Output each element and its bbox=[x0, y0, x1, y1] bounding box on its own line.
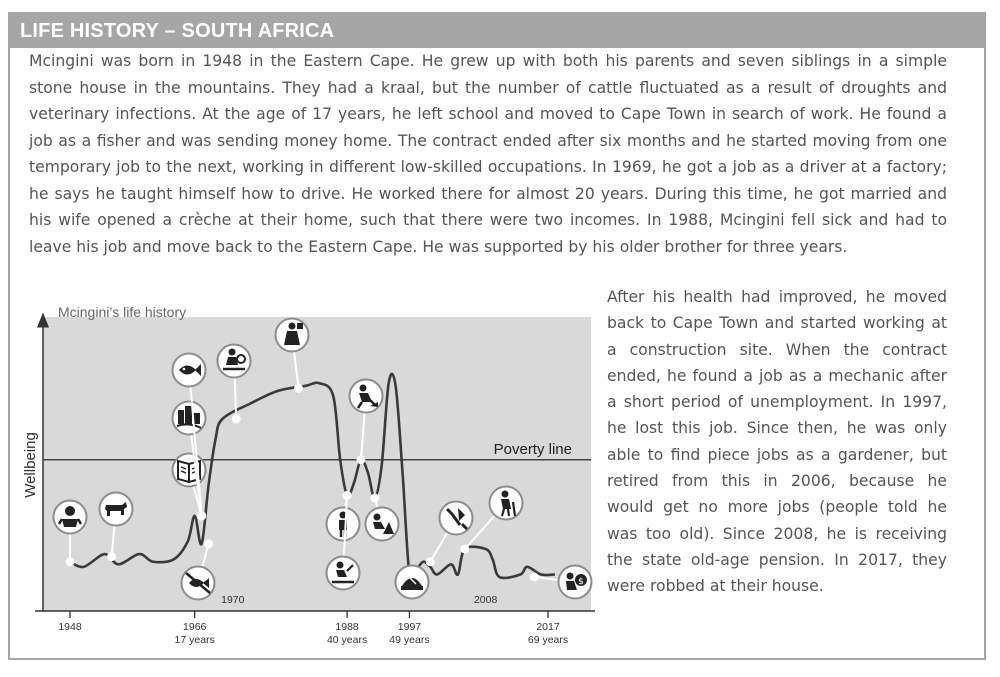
creche-icon-anchor bbox=[294, 384, 303, 393]
baby-icon-badge bbox=[54, 501, 87, 534]
inner-year-2008: 2008 bbox=[473, 594, 498, 606]
svg-text:$: $ bbox=[578, 577, 584, 587]
x-tick-label-1948: 1948 bbox=[58, 621, 82, 633]
inner-year-1970: 1970 bbox=[221, 594, 245, 606]
life-history-chart bbox=[10, 300, 600, 650]
baby-icon-anchor bbox=[66, 557, 75, 566]
no-fish-icon-anchor bbox=[204, 539, 213, 548]
cattle-icon-anchor bbox=[107, 552, 116, 561]
y-axis-label: Wellbeing bbox=[22, 432, 39, 498]
elderly-icon-anchor bbox=[460, 545, 469, 554]
gardening-icon-anchor bbox=[426, 557, 435, 566]
fish-icon-anchor bbox=[197, 511, 206, 520]
poverty-line-label: Poverty line bbox=[493, 440, 572, 458]
x-tick-label-1966: 1966 bbox=[183, 621, 207, 633]
x-tick-sub-2017: 69 years bbox=[527, 634, 569, 646]
x-tick-sub-1988: 40 years bbox=[326, 634, 368, 646]
story-paragraph-2: After his health had improved, he moved back to Cape Town and started working at a construction site. When the contract ended, he found a job as a mechanic after a short period of unemployment. In 1997, he lost this job. Since then, he was only able to find piece jobs as a gardener, but retired from this in 2006, because he would get no more jobs (people told he was too old). Since 2008, he is receiving the state old-age pension. In 2017, they were robbed at their house. bbox=[607, 288, 947, 596]
x-tick-sub-1997: 49 years bbox=[389, 634, 430, 646]
x-tick-sub-1966: 17 years bbox=[174, 634, 215, 646]
driver-icon-anchor bbox=[232, 414, 241, 423]
x-tick-label-1988: 1988 bbox=[335, 621, 359, 633]
construction-icon-anchor bbox=[370, 494, 379, 503]
chart-title: Mcingini’s life history bbox=[58, 304, 187, 320]
x-tick-label-2017: 2017 bbox=[536, 621, 560, 633]
chart-plot-area bbox=[43, 317, 591, 611]
robbery-icon-anchor bbox=[530, 573, 539, 582]
story-paragraph-1: Mcingini was born in 1948 in the Eastern Cape. He grew up with both his parents and seven siblings in a simple stone house in the mountains. They had a kraal, but the number of cattle fluctuated as a result of droughts and veterinary infections. At the age of 17 years, he left school and moved to Cape Town in search of work. He found a job as a fisher and was sending money home. The contract ended after six months and he started moving from one temporary job to the next, working in different low-skilled occupations. In 1969, he got a job as a driver at a factory; he says he taught himself how to drive. He worked there for almost 20 years. During this time, he got married and his wife opened a crèche at their home, such that there were two incomes. In 1988, Mcingini fell sick and had to leave his job and move back to the Eastern Cape. He was supported by his older brother for three years. bbox=[29, 52, 947, 256]
brother-support-icon-anchor bbox=[343, 491, 352, 500]
worker-icon-anchor bbox=[356, 455, 365, 464]
x-tick-label-1997: 1997 bbox=[397, 621, 422, 633]
section-title: LIFE HISTORY – SOUTH AFRICA bbox=[10, 14, 984, 48]
